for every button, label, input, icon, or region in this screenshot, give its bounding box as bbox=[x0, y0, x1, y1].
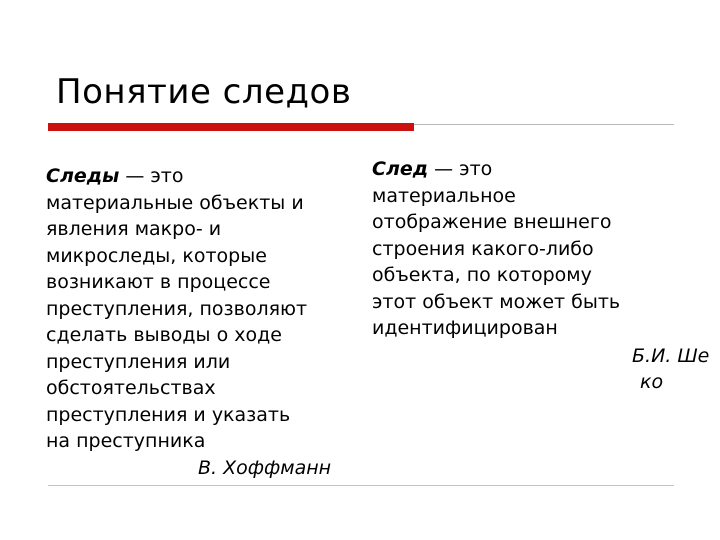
bottom-divider-line bbox=[48, 485, 674, 486]
definition-left-line: обстоятельствах bbox=[46, 377, 216, 399]
definition-left-line: сделать выводы о ходе bbox=[46, 324, 282, 346]
definition-right-line: материальное bbox=[372, 184, 516, 207]
definition-left-line: преступления или bbox=[46, 350, 231, 373]
term-sled: След bbox=[372, 158, 429, 180]
definition-right-line: строения какого-либо bbox=[372, 237, 594, 260]
definition-left-line: на преступника bbox=[46, 430, 206, 452]
definition-left-line: явления макро- и bbox=[46, 218, 222, 240]
slide-title: Понятие следов bbox=[56, 72, 352, 112]
title-accent-bar bbox=[48, 123, 414, 131]
title-divider-line bbox=[414, 124, 674, 125]
definition-right-line: объекта, по которому bbox=[372, 264, 592, 286]
definition-left-dash: — это bbox=[119, 165, 184, 187]
definition-left-heading bbox=[46, 163, 356, 190]
definition-left-line: микроследы, которые bbox=[46, 244, 267, 267]
definition-right-line: идентифицирован bbox=[372, 317, 558, 339]
author-right-line-2: ко bbox=[640, 371, 664, 393]
author-right-line-1: Б.И. Ше bbox=[632, 344, 710, 367]
definition-right-line: отображение внешнего bbox=[372, 211, 612, 233]
definition-right bbox=[372, 156, 720, 396]
definition-right-line: этот объект может быть bbox=[372, 290, 621, 313]
definition-left bbox=[46, 163, 356, 481]
definition-left-line: возникают в процессе bbox=[46, 271, 271, 293]
definition-left-line: материальные объекты и bbox=[46, 191, 304, 214]
definition-left-line: преступления, позволяют bbox=[46, 297, 308, 320]
term-sledy: Следы bbox=[46, 165, 120, 187]
author-hoffmann: В. Хоффманн bbox=[198, 456, 332, 479]
definition-right-dash: — это bbox=[428, 158, 493, 180]
definition-left-line: преступления и указать bbox=[46, 403, 291, 426]
definition-right-heading bbox=[372, 156, 720, 183]
